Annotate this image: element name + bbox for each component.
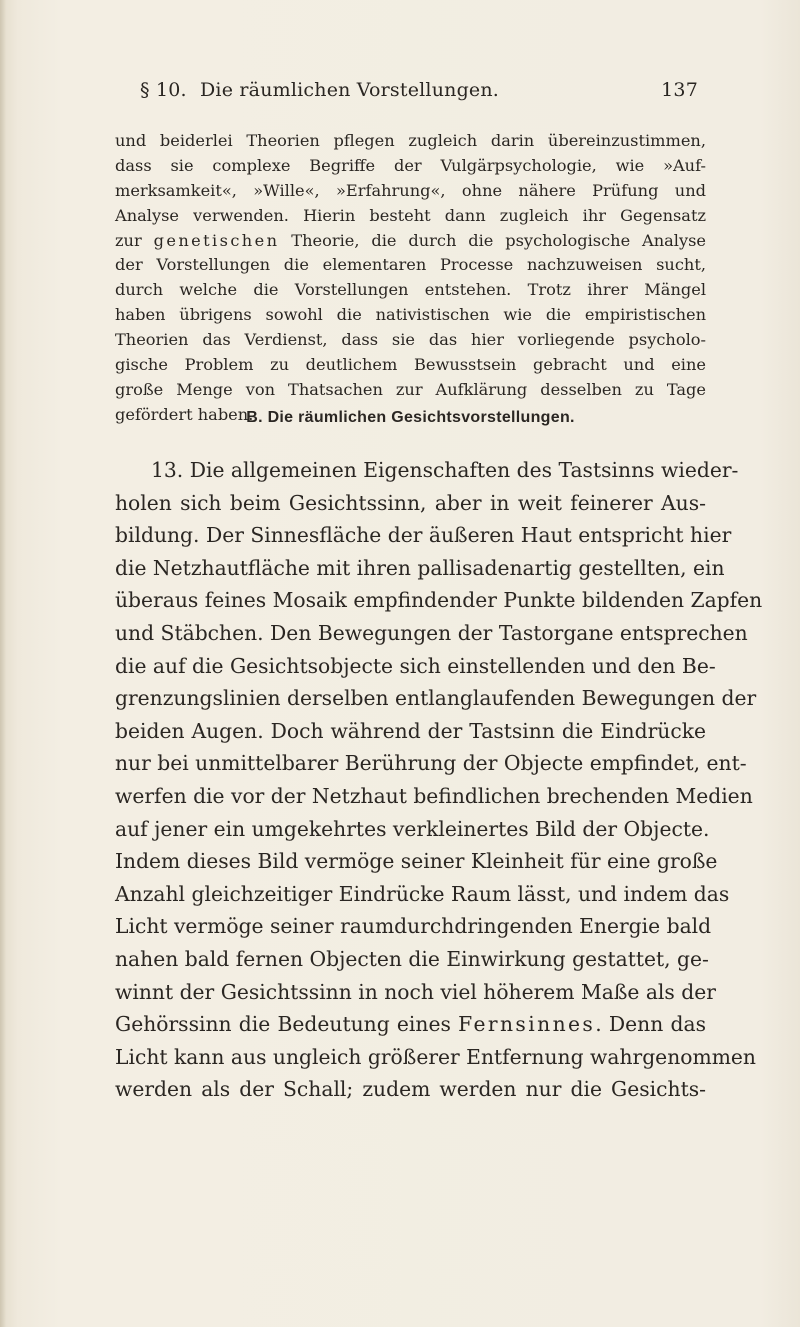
text-line: nur bei unmittelbarer Berührung der Objecte empfindet, ent- bbox=[115, 751, 747, 776]
text-line: große Menge von Thatsachen zur Aufklärung desselben zu Tage bbox=[115, 379, 706, 399]
emphasized-term: genetischen bbox=[153, 230, 280, 250]
text-line: die auf die Gesichtsobjecte sich einstellenden und den Be- bbox=[115, 653, 716, 678]
text-line: nahen bald fernen Objecten die Einwirkung gestattet, ge- bbox=[115, 946, 709, 971]
text-line-fernsinn bbox=[115, 1008, 706, 1041]
text-line: haben übrigens sowohl die nativistischen wie die empiristischen bbox=[115, 305, 706, 325]
paragraph-theories bbox=[115, 129, 706, 428]
text-line: auf jener ein umgekehrtes verkleinertes Bild der Objecte. bbox=[115, 816, 710, 841]
text-line: gische Problem zu deutlichem Bewusstsein gebracht und eine bbox=[115, 355, 706, 375]
text-line: Analyse verwenden. Hierin besteht dann zugleich ihr Gegensatz bbox=[115, 205, 706, 225]
text-line: durch welche die Vorstellungen entstehen. Trotz ihrer Mängel bbox=[115, 280, 706, 300]
text-line: und Stäbchen. Den Bewegungen der Tastorgane entsprechen bbox=[115, 620, 748, 645]
text-line: merksamkeit«, »Wille«, »Erfahrung«, ohne nähere Prüfung und bbox=[115, 180, 706, 200]
section-subheading: B. Die räumlichen Gesichtsvorstellungen. bbox=[246, 409, 575, 426]
text-fragment: Gehörssinn die Bedeutung eines bbox=[115, 1012, 459, 1037]
text-line: Theorien das Verdienst, dass sie das hier vorliegende psycholo- bbox=[115, 330, 706, 350]
text-line: beiden Augen. Doch während der Tastsinn die Eindrücke bbox=[115, 718, 706, 743]
text-line: holen sich beim Gesichtssinn, aber in weit feinerer Aus- bbox=[115, 490, 706, 515]
section-number: § 10. bbox=[140, 79, 187, 101]
text-line: der Vorstellungen die elementaren Processe nachzuweisen sucht, bbox=[115, 255, 706, 275]
text-line: werden als der Schall; zudem werden nur die Gesichts- bbox=[115, 1077, 706, 1102]
text-line: bildung. Der Sinnesfläche der äußeren Haut entspricht hier bbox=[115, 523, 732, 548]
text-line: 13. Die allgemeinen Eigenschaften des Tastsinns wieder- bbox=[151, 458, 739, 482]
text-line: winnt der Gesichtssinn in noch viel höherem Maße als der bbox=[115, 979, 716, 1004]
text-line: Indem dieses Bild vermöge seiner Kleinheit für eine große bbox=[115, 849, 718, 874]
text-line: gefördert haben. bbox=[115, 404, 254, 424]
text-fragment: zur bbox=[115, 230, 154, 250]
text-fragment: Theorie, die durch die psychologische Analyse bbox=[279, 230, 706, 250]
text-line: Licht kann aus ungleich größerer Entfernung wahrgenommen bbox=[115, 1044, 756, 1069]
text-line-genetic-theory bbox=[115, 229, 706, 254]
emphasized-term: Fernsinnes bbox=[458, 1012, 596, 1037]
page-number: 137 bbox=[661, 79, 698, 101]
text-line: werfen die vor der Netzhaut befindlichen brechenden Medien bbox=[115, 783, 753, 808]
paragraph-visual-sense bbox=[115, 454, 763, 1106]
text-line: und beiderlei Theorien pflegen zugleich darin übereinzustimmen, bbox=[115, 131, 706, 150]
binding-edge bbox=[0, 0, 6, 1327]
text-line: dass sie complexe Begriffe der Vulgärpsychologie, wie »Auf- bbox=[115, 155, 706, 175]
text-line: die Netzhautfläche mit ihren pallisadenartig gestellten, ein bbox=[115, 555, 725, 580]
text-line: überaus feines Mosaik empfindender Punkte bildenden Zapfen bbox=[115, 588, 763, 613]
text-line: Anzahl gleichzeitiger Eindrücke Raum lässt, und indem das bbox=[115, 881, 730, 906]
text-fragment: . Denn das bbox=[595, 1012, 706, 1037]
running-header bbox=[140, 79, 698, 109]
text-line: grenzungslinien derselben entlanglaufenden Bewegungen der bbox=[115, 686, 757, 711]
text-line: Licht vermöge seiner raumdurchdringenden Energie bald bbox=[115, 914, 712, 939]
running-title: Die räumlichen Vorstellungen. bbox=[200, 79, 500, 101]
